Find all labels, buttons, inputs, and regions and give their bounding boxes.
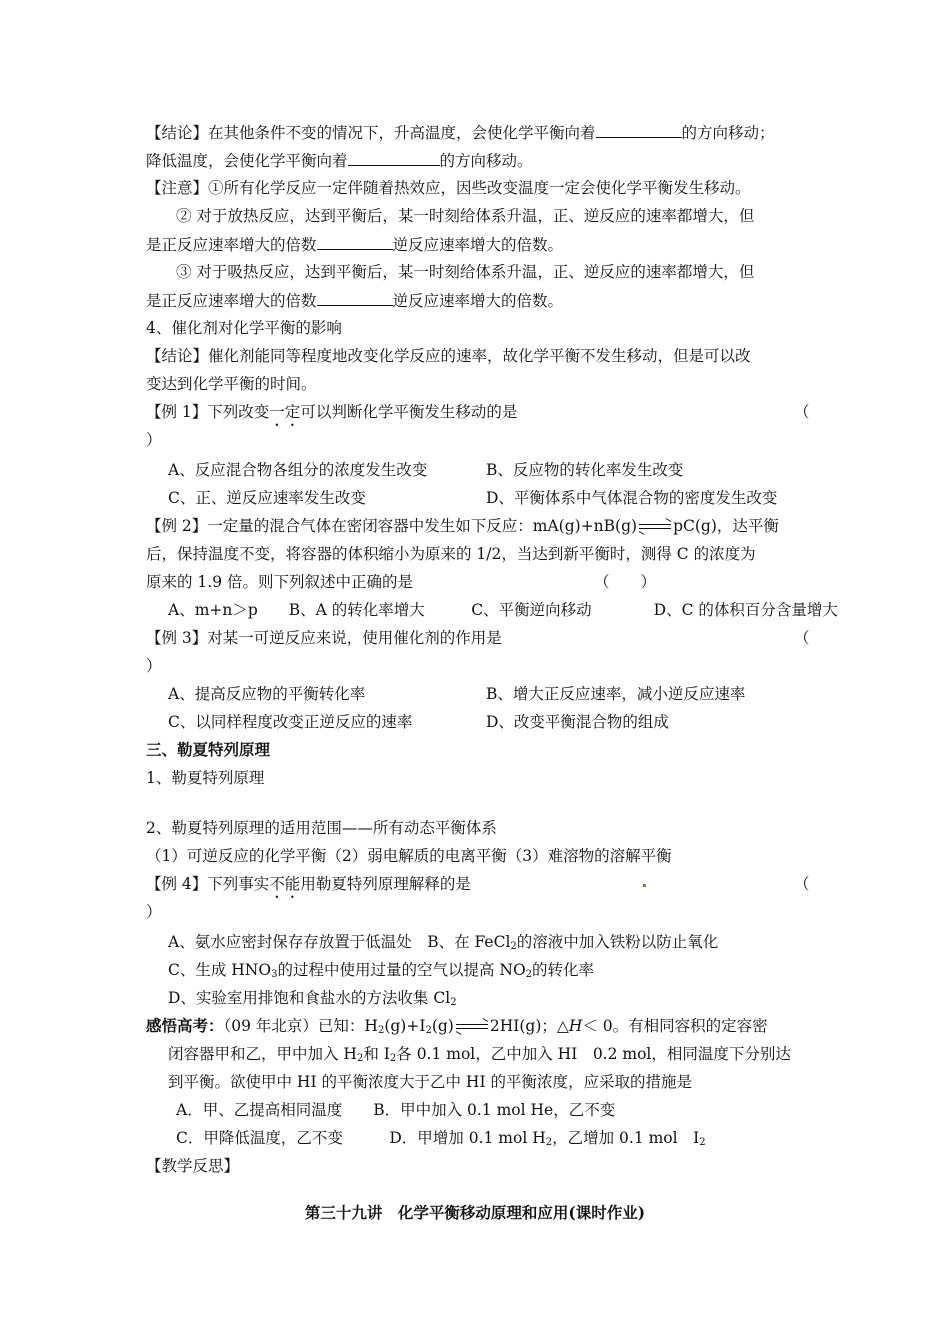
- catalyst-conclusion-2: 变达到化学平衡的时间。: [146, 375, 317, 393]
- le-chatelier-scope: （1）可逆反应的化学平衡（2）弱电解质的电离平衡（3）难溶物的溶解平衡: [146, 847, 672, 865]
- example-1-option-d[interactable]: D、平衡体系中气体混合物的密度发生改变: [486, 489, 778, 507]
- answer-paren-close: ）: [146, 431, 162, 449]
- gaokao-line-2: 闭容器甲和乙，甲中加入 $H_2$和 $I_2$各 0.1 mol，乙中加入 HI 0.2 mol，相同温度下分别达: [168, 1045, 791, 1064]
- example-3-option-d[interactable]: D、改变平衡混合物的组成: [486, 713, 669, 731]
- example-1-question: 【例 1】下列改变一定可以判断化学平衡发生移动的是: [146, 403, 518, 421]
- conclusion-line-1: 【结论】在其他条件不变的情况下，升高温度，会使化学平衡向着 的方向移动；: [146, 124, 775, 142]
- section-3-heading: 三、勒夏特列原理: [146, 740, 271, 759]
- example-4-question: 【例 4】下列事实不能用勒夏特列原理解释的是: [146, 875, 471, 893]
- note-line-3: 是正反应速率增大的倍数 逆反应速率增大的倍数。: [146, 236, 564, 254]
- example-4-option-c[interactable]: C、生成 $HNO_3$的过程中使用过量的空气以提高 $NO_2$的转化率: [168, 961, 595, 980]
- fill-blank[interactable]: [317, 234, 393, 250]
- example-3-question: 【例 3】对某一可逆反应来说，使用催化剂的作用是: [146, 629, 502, 647]
- answer-paren-close: ）: [146, 903, 162, 921]
- note-line-5: 是正反应速率增大的倍数 逆反应速率增大的倍数。: [146, 292, 564, 310]
- gaokao-options-cd[interactable]: C．甲降低温度，乙不变 D．甲增加 0.1 mol $H_2$，乙增加 0.1 mol $I_2$: [176, 1129, 706, 1148]
- example-2-question-1: 【例 2】一定量的混合气体在密闭容器中发生如下反应：mA(g)+nB(g) pC(g)，达平衡: [146, 517, 779, 535]
- example-4-option-d[interactable]: D、实验室用排饱和食盐水的方法收集 $Cl_2$: [168, 989, 457, 1008]
- example-1-option-a[interactable]: A、反应混合物各组分的浓度发生改变: [168, 461, 428, 479]
- equilibrium-arrow-icon: [639, 522, 671, 532]
- answer-paren-close: ）: [146, 657, 162, 675]
- fill-blank[interactable]: [596, 122, 682, 138]
- gaokao-options-ab[interactable]: A．甲、乙提高相同温度 B．甲中加入 0.1 mol He，乙不变: [176, 1101, 616, 1119]
- note-line-1: 【注意】①所有化学反应一定伴随着热效应，因些改变温度一定会使化学平衡发生移动。: [146, 179, 751, 197]
- le-chatelier-item-2: 2、勒夏特列原理的适用范围——所有动态平衡体系: [146, 819, 497, 837]
- teaching-reflection: 【教学反思】: [146, 1157, 240, 1175]
- answer-paren-open: （: [794, 403, 810, 421]
- note-line-2: ② 对于放热反应，达到平衡后，某一时刻给体系升温，正、逆反应的速率都增大，但: [176, 207, 755, 225]
- stray-mark: [643, 884, 646, 887]
- gaokao-line-3: 到平衡。欲使甲中 HI 的平衡浓度大于乙中 HI 的平衡浓度，应采取的措施是: [168, 1073, 692, 1091]
- example-2-question-2: 后，保持温度不变，将容器的体积缩小为原来的 1/2，当达到新平衡时，测得 C 的浓度为: [146, 545, 756, 563]
- equilibrium-arrow-icon: [456, 1022, 488, 1032]
- section-4-heading: 4、催化剂对化学平衡的影响: [146, 319, 342, 337]
- example-1-option-b[interactable]: B、反应物的转化率发生改变: [486, 461, 684, 479]
- fill-blank[interactable]: [317, 290, 393, 306]
- example-3-option-b[interactable]: B、增大正反应速率，减小逆反应速率: [486, 685, 746, 703]
- example-3-option-a[interactable]: A、提高反应物的平衡转化率: [168, 685, 366, 703]
- example-4-options-ab[interactable]: A、氨水应密封保存存放置于低温处 B、在 FeCl$_2$的溶液中加入铁粉以防止氧化: [168, 933, 719, 952]
- note-line-4: ③ 对于吸热反应，达到平衡后，某一时刻给体系升温，正、逆反应的速率都增大，但: [176, 263, 755, 281]
- catalyst-conclusion-1: 【结论】催化剂能同等程度地改变化学反应的速率，故化学平衡不发生移动，但是可以改: [146, 347, 751, 365]
- example-1-option-c[interactable]: C、正、逆反应速率发生改变: [168, 489, 366, 507]
- le-chatelier-item-1: 1、勒夏特列原理: [146, 769, 265, 787]
- lesson-title: 第三十九讲 化学平衡移动原理和应用(课时作业): [304, 1203, 646, 1222]
- fill-blank[interactable]: [348, 150, 440, 166]
- example-2-options[interactable]: A、m+n＞p B、A 的转化率增大 C、平衡逆向移动 D、C 的体积百分含量增大: [168, 601, 838, 619]
- example-2-question-3: 原来的 1.9 倍。则下列叙述中正确的是: [146, 573, 414, 591]
- answer-paren-open: （: [794, 629, 810, 647]
- gaokao-line-1: 感悟高考：（09 年北京）已知：$H_2(g)+I_2(g)$ 2HI(g)；△H＜ 0。有相同容积的定容密: [146, 1016, 768, 1036]
- answer-paren: （ ）: [594, 573, 657, 591]
- conclusion-line-2: 降低温度，会使化学平衡向着 的方向移动。: [146, 152, 533, 170]
- answer-paren-open: （: [794, 875, 810, 893]
- example-3-option-c[interactable]: C、以同样程度改变正逆反应的速率: [168, 713, 413, 731]
